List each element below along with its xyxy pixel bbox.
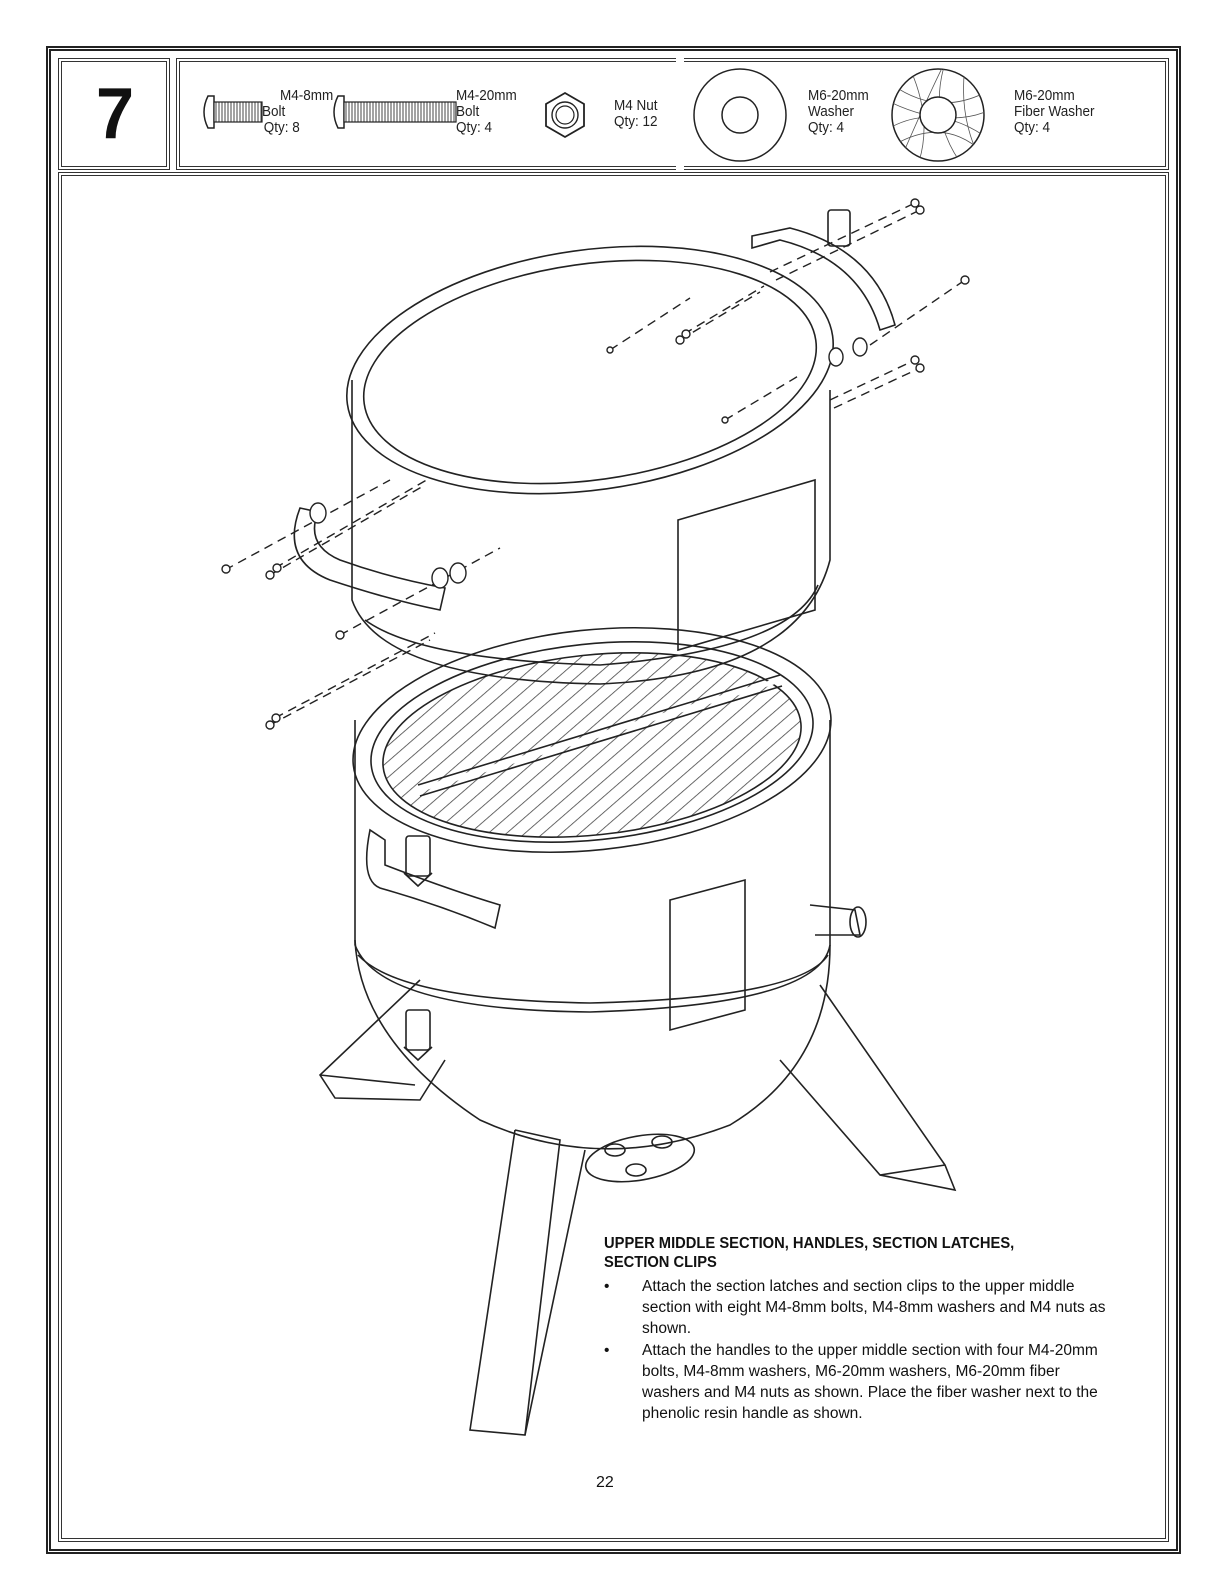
part-qty: Qty: 4 [808, 119, 845, 136]
part-label-bolt-20mm [456, 88, 517, 136]
part-type: Bolt [262, 103, 286, 120]
upper-middle-section [294, 217, 849, 684]
part-label-washer [808, 88, 869, 136]
hardware-marks [222, 199, 969, 729]
lower-bowl [355, 940, 830, 1189]
page-number: 22 [596, 1474, 614, 1491]
part-type: Washer [808, 103, 855, 120]
instruction-text: Attach the section latches and section clips to the upper middle section with eight M4-8mm bolts, M4-8mm washers and M4 nuts as shown. [642, 1278, 1106, 1337]
parts-strip [176, 58, 1169, 170]
part-label-fiber-washer [1014, 88, 1095, 136]
part-name: M6-20mm [808, 87, 869, 104]
part-type: Fiber Washer [1014, 103, 1095, 120]
part-qty: Qty: 4 [1014, 119, 1051, 136]
step-number: 7 [95, 74, 133, 154]
part-qty: Qty: 4 [456, 119, 493, 136]
hex-nut-icon [540, 90, 590, 140]
part-qty: Qty: 12 [614, 113, 658, 130]
step-number-box [58, 58, 170, 170]
part-name: M4-8mm [280, 87, 334, 104]
instruction-item [604, 1340, 1112, 1424]
washer-icon [690, 60, 790, 170]
instructions-block [604, 1234, 1124, 1425]
instructions-title: UPPER MIDDLE SECTION, HANDLES, SECTION LATCHES, SECTION CLIPS [604, 1235, 1015, 1271]
part-name: M4 Nut [614, 97, 658, 114]
fiber-washer-icon [886, 60, 990, 170]
part-type: Bolt [456, 103, 480, 120]
part-name: M4-20mm [456, 87, 517, 104]
part-name: M6-20mm [1014, 87, 1075, 104]
bolt-long-icon [330, 92, 460, 132]
bullet-icon: • [604, 1278, 610, 1295]
instruction-item [604, 1276, 1112, 1339]
bolt-short-icon [200, 92, 265, 132]
lower-middle-section [342, 606, 866, 1060]
part-label-bolt-8mm [262, 88, 333, 136]
instruction-text: Attach the handles to the upper middle section with four M4-20mm bolts, M4-8mm washers, M6-20mm washers, M6-20mm fiber washers and M4 nuts as shown. Place the fiber washer next to the phenolic resin handle as shown. [642, 1342, 1098, 1422]
part-qty: Qty: 8 [263, 119, 300, 136]
bullet-icon: • [604, 1342, 610, 1359]
part-label-nut [614, 98, 658, 130]
